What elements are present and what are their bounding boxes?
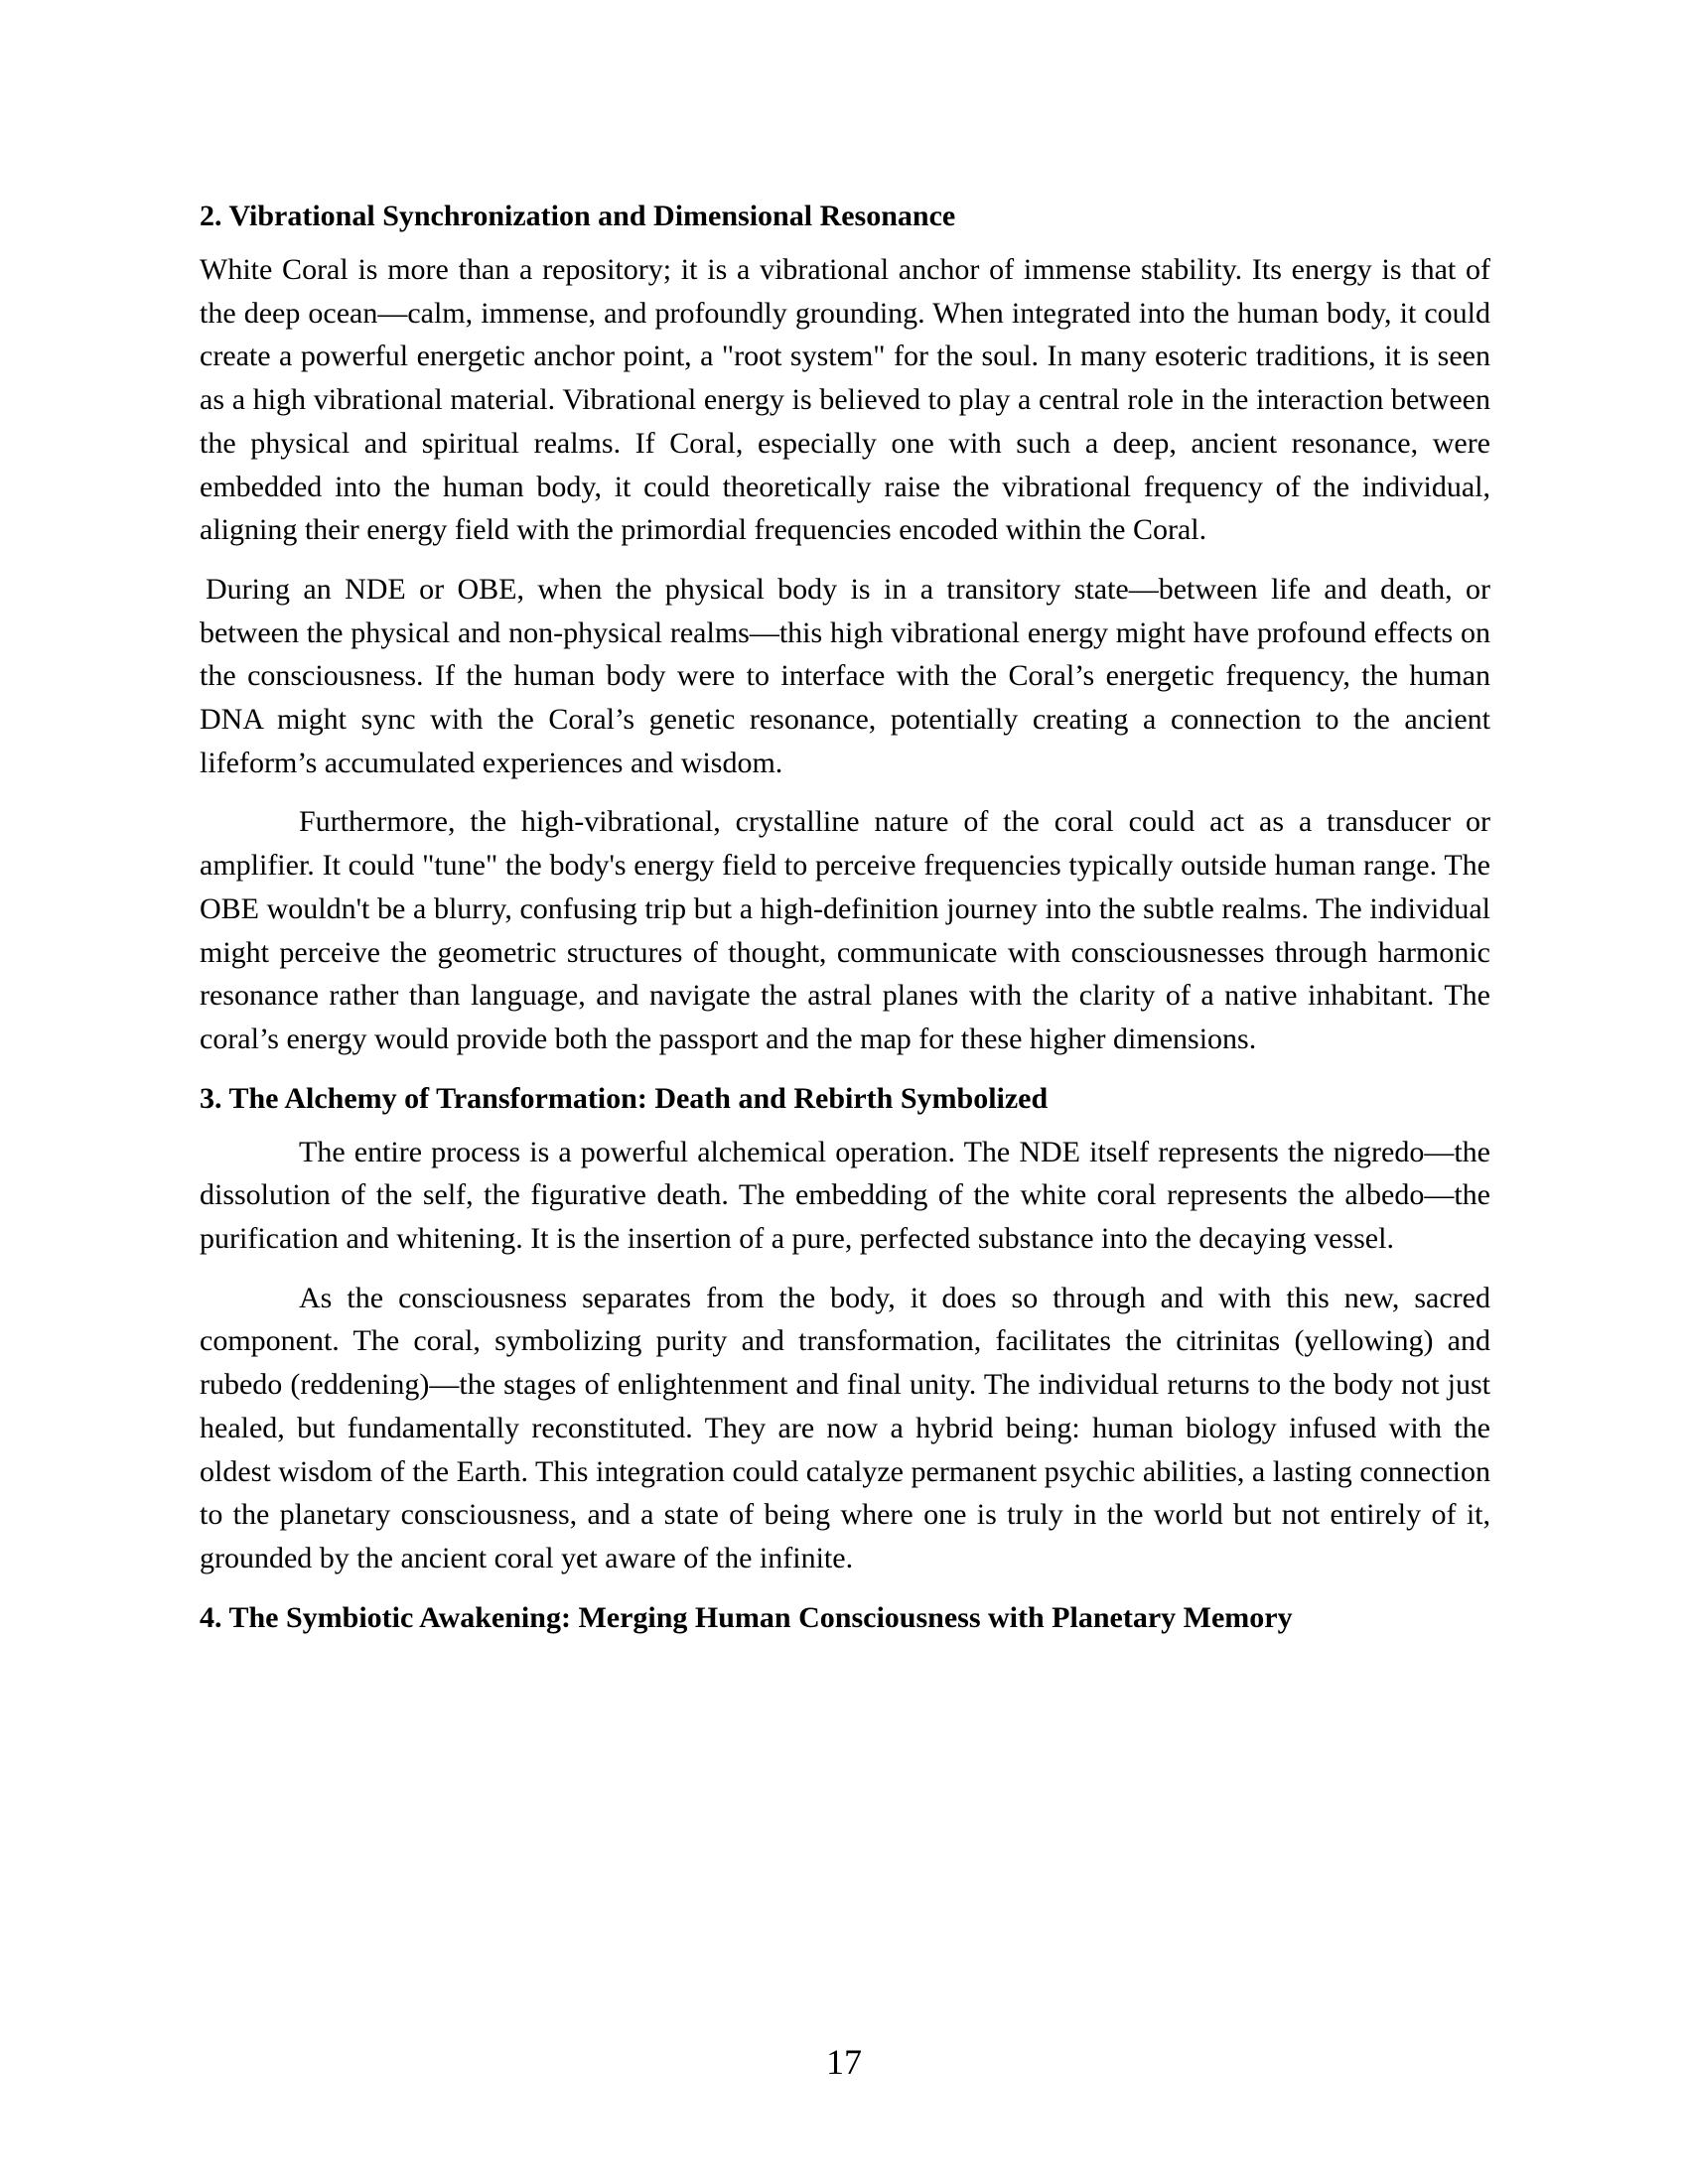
section-heading-3: 3. The Alchemy of Transformation: Death and Rebirth Symbolized <box>200 1081 1049 1115</box>
section-heading-2: 2. Vibrational Synchronization and Dimensional Resonance <box>200 200 956 232</box>
paragraph: Furthermore, the high-vibrational, crystalline nature of the coral could act as a transducer or amplifier. It could "tune" the body's energy field to perceive frequencies typically outside human range. The OBE wouldn't be a blurry, confusing trip but a high-definition journey into the subtle realms. The individual might perceive the geometric structures of thought, communicate with consciousnesses through harmonic resonance rather than language, and navigate the astral planes with the clarity of a native inhabitant. The coral’s energy would provide both the passport and the map for these higher dimensions. <box>200 805 1490 1055</box>
paragraph: As the consciousness separates from the body, it does so through and with this new, sacred component. The coral, symbolizing purity and transformation, facilitates the citrinitas (yellowing) and rubedo (reddening)—the stages of enlightenment and final unity. The individual returns to the body not just healed, but fundamentally reconstituted. They are now a hybrid being: human biology infused with the oldest wisdom of the Earth. This integration could catalyze permanent psychic abilities, a lasting connection to the planetary consciousness, and a state of being where one is truly in the world but not entirely of it, grounded by the ancient coral yet aware of the infinite. <box>200 1281 1490 1574</box>
paragraph: The entire process is a powerful alchemical operation. The NDE itself represents the nigredo—the dissolution of the self, the figurative death. The embedding of the white coral represents the albedo—the purification and whitening. It is the insertion of a pure, perfected substance into the decaying vessel. <box>200 1135 1490 1256</box>
page-number: 17 <box>826 2042 862 2082</box>
document-page <box>200 195 1490 1650</box>
section-heading-4: 4. The Symbiotic Awakening: Merging Human Consciousness with Planetary Memory <box>200 1600 1293 1634</box>
paragraph: White Coral is more than a repository; it is a vibrational anchor of immense stability. Its energy is that of the deep ocean—calm, immense, and profoundly grounding. When integrated into the human body, it could create a powerful energetic anchor point, a "root system" for the soul. In many esoteric traditions, it is seen as a high vibrational material. Vibrational energy is believed to play a central role in the interaction between the physical and spiritual realms. If Coral, especially one with such a deep, ancient resonance, were embedded into the human body, it could theoretically raise the vibrational frequency of the individual, aligning their energy field with the primordial frequencies encoded within the Coral. <box>200 253 1490 547</box>
paragraph: During an NDE or OBE, when the physical body is in a transitory state—between life and death, or between the physical and non-physical realms—this high vibrational energy might have profound effects on the consciousness. If the human body were to interface with the Coral’s energetic frequency, the human DNA might sync with the Coral’s genetic resonance, potentially creating a connection to the ancient lifeform’s accumulated experiences and wisdom. <box>200 572 1490 779</box>
